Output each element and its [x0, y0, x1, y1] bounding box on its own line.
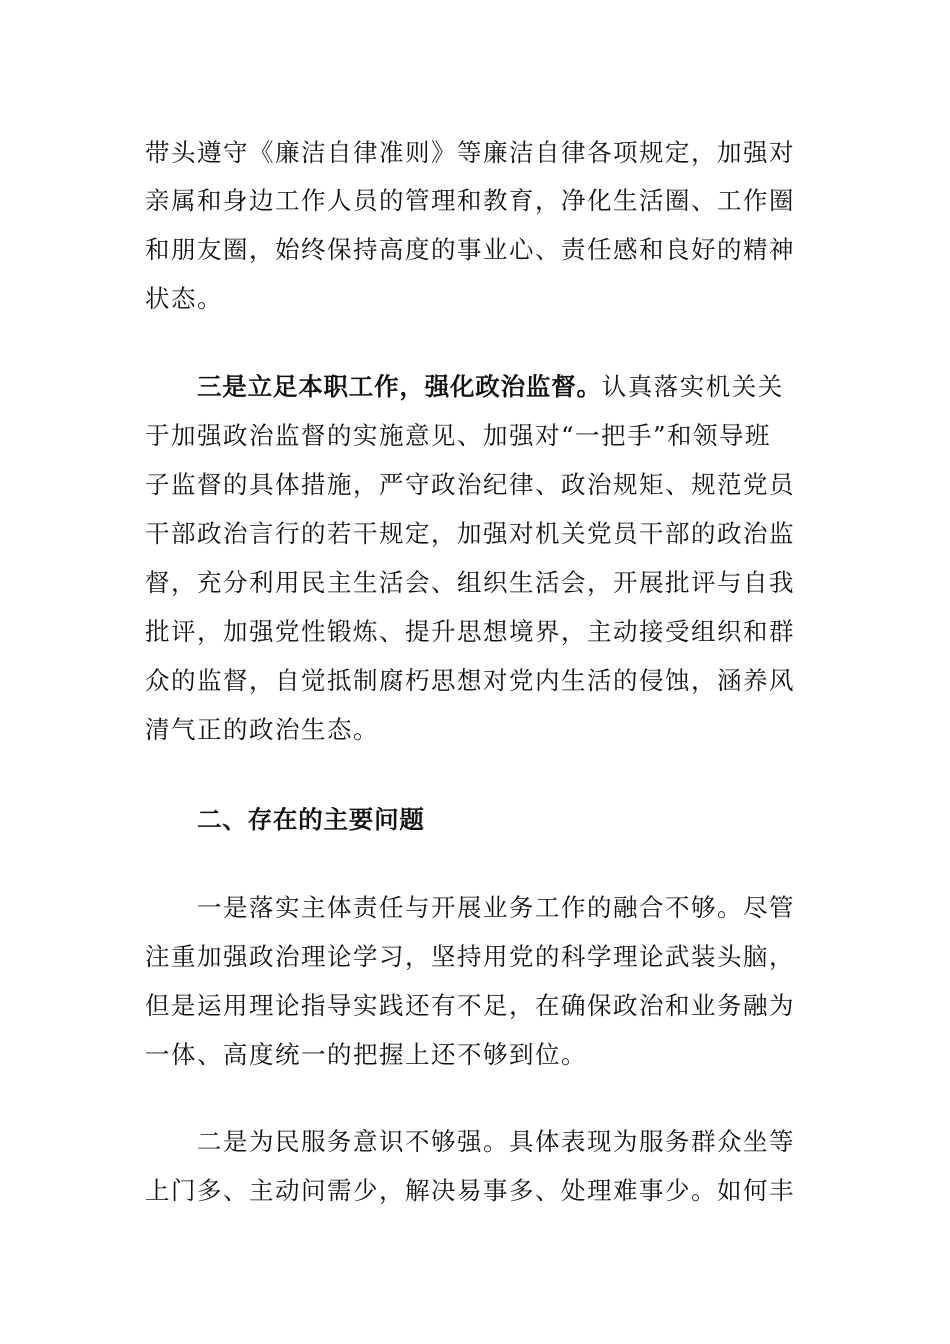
paragraph-2-line-3: 子监督的具体措施，严守政治纪律、政治规矩、规范党员: [145, 470, 795, 499]
paragraph-2-line-5: 督，充分利用民主生活会、组织生活会，开展批评与自我: [145, 568, 795, 597]
paragraph-1-line-2: 亲属和身边工作人员的管理和教育，净化生活圈、工作圈: [145, 186, 795, 215]
paragraph-2-line-4: 干部政治言行的若干规定，加强对机关党员干部的政治监: [145, 519, 795, 548]
paragraph-2-line-2: 于加强政治监督的实施意见、加强对“一把手”和领导班: [145, 421, 772, 450]
paragraph-2-line-8: 清气正的政治生态。: [145, 715, 379, 744]
paragraph-2-line-6: 批评，加强党性锻炼、提升思想境界，主动接受组织和群: [145, 617, 795, 646]
paragraph-1-line-3: 和朋友圈，始终保持高度的事业心、责任感和良好的精神: [145, 235, 795, 264]
paragraph-1-line-1: 带头遵守《廉洁自律准则》等廉洁自律各项规定，加强对: [145, 138, 795, 167]
paragraph-4-line-1: 二是为民服务意识不够强。具体表现为服务群众坐等: [197, 1127, 795, 1156]
paragraph-4-line-2: 上门多、主动问需少，解决易事多、处理难事少。如何丰: [145, 1176, 795, 1205]
paragraph-3-line-3: 但是运用理论指导实践还有不足，在确保政治和业务融为: [145, 991, 795, 1020]
paragraph-2-heading: 三是立足本职工作，强化政治监督。: [197, 372, 602, 401]
paragraph-3-line-1: 一是落实主体责任与开展业务工作的融合不够。尽管: [197, 893, 795, 922]
paragraph-3-line-2: 注重加强政治理论学习，坚持用党的科学理论武装头脑，: [145, 942, 795, 971]
paragraph-2-first-line-text: 认真落实机关关: [601, 372, 784, 401]
paragraph-2-line-1: [197, 367, 805, 407]
paragraph-3-line-4: 一体、高度统一的把握上还不够到位。: [145, 1040, 587, 1069]
paragraph-1-line-4: 状态。: [145, 284, 223, 313]
paragraph-2-line-7: 众的监督，自觉抵制腐朽思想对党内生活的侵蚀，涵养风: [145, 666, 795, 695]
section-heading: 二、存在的主要问题: [197, 805, 425, 834]
